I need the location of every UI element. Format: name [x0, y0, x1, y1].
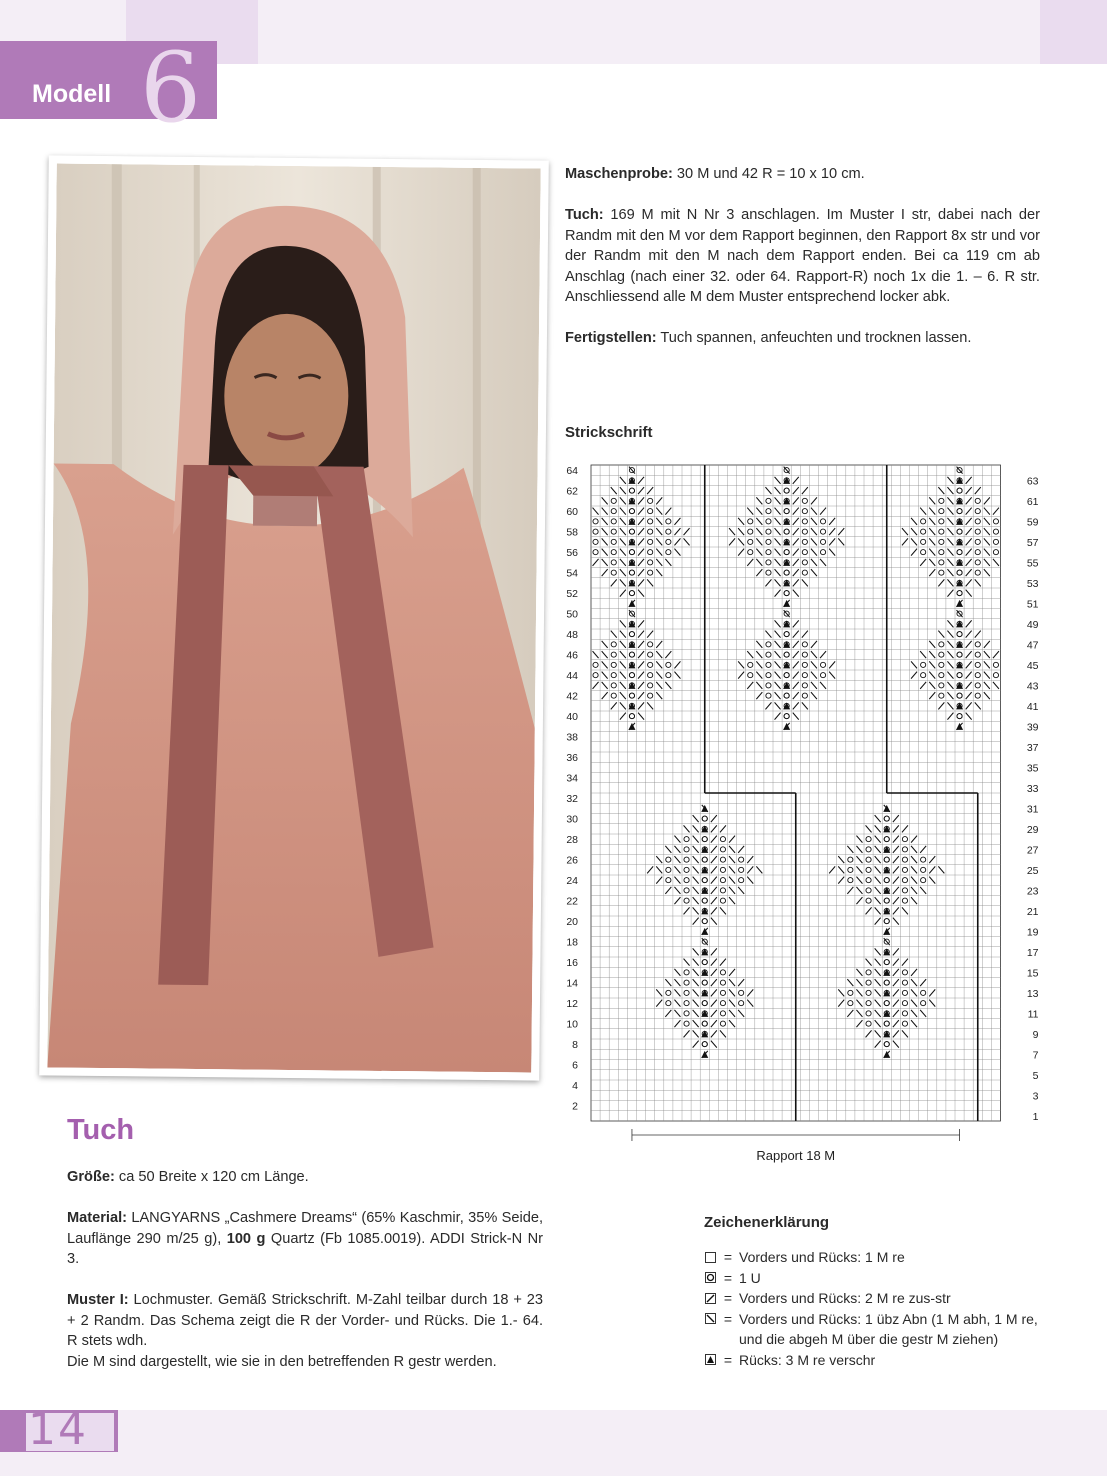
row-number-right: 21	[1026, 905, 1039, 918]
legend-text: Vorders und Rücks: 2 M re zus-str	[739, 1290, 951, 1306]
chart-title: Strickschrift	[565, 424, 653, 441]
row-number-right: 35	[1026, 762, 1039, 775]
modell-number: 6	[140, 32, 202, 144]
fertigstellen-paragraph	[565, 328, 1040, 349]
row-number-left: 48	[566, 629, 578, 642]
muster-note: Die M sind dargestellt, wie sie in den betreffenden R gestr werden.	[67, 1353, 497, 1370]
circle-icon	[703, 1268, 717, 1288]
material-label: Material:	[67, 1210, 128, 1226]
row-number-left: 26	[566, 854, 578, 867]
row-number-left: 30	[566, 813, 578, 826]
row-number-left: 24	[566, 875, 578, 888]
legend-item	[703, 1268, 1039, 1289]
knitting-chart	[560, 455, 1050, 1175]
row-number-left: 38	[566, 731, 578, 744]
row-number-right: 39	[1026, 721, 1039, 734]
maschenprobe-label: Maschenprobe:	[565, 166, 673, 182]
row-number-right: 63	[1026, 475, 1039, 488]
material-amount: 100 g	[226, 1230, 266, 1247]
row-number-right: 3	[1032, 1090, 1039, 1103]
row-number-right: 45	[1026, 659, 1039, 672]
muster-label: Muster I:	[67, 1292, 129, 1308]
legend-item	[703, 1247, 1039, 1268]
legend-equals: =	[723, 1290, 733, 1306]
legend-text: Vorders und Rücks: 1 M re	[739, 1249, 905, 1265]
material-text: LANGYARNS „Cashmere Dreams“ (65% Kaschmir, 35% Seide, Lauflänge 290 m/25 g),	[67, 1210, 543, 1247]
row-number-right: 59	[1026, 516, 1039, 529]
fertigstellen-text: Tuch spannen, anfeuchten und trocknen lassen.	[656, 330, 972, 346]
row-number-left: 14	[566, 977, 578, 990]
row-number-left: 6	[572, 1059, 578, 1072]
row-number-right: 51	[1026, 598, 1039, 611]
row-number-left: 18	[566, 936, 578, 949]
row-number-left: 34	[566, 772, 578, 785]
groesse-paragraph	[67, 1167, 543, 1188]
legend-equals: =	[723, 1310, 733, 1327]
row-number-left: 16	[566, 957, 578, 970]
slash-icon	[703, 1288, 717, 1308]
row-number-left: 4	[572, 1080, 578, 1093]
tuch-instructions-paragraph	[565, 205, 1040, 308]
legend-text: Vorders und Rücks: 1 übz Abn (1 M abh, 1 M re, und die abgeh M über die gestr M ziehen)	[739, 1310, 1038, 1347]
row-number-right: 41	[1026, 700, 1039, 713]
legend-item	[703, 1350, 1039, 1371]
modell-label: Modell	[32, 80, 112, 108]
tuch-instructions-text: 169 M mit N Nr 3 anschlagen. Im Muster I str, dabei nach der Randm mit den M vor dem Rapport beginnen, den Rapport 8x str und vor der Randm mit den M nach dem Rapport enden. Bei ca 119 cm ab Anschlag (nach einer 32. oder 64. Rapport-R) noch 1x die 1. – 6. R str. Anschliessend alle M dem Muster entsprechend locker abk.	[565, 207, 1040, 305]
row-number-right: 17	[1026, 946, 1039, 959]
row-number-right: 19	[1026, 926, 1039, 939]
triangle-icon	[703, 1350, 717, 1370]
row-number-left: 62	[566, 485, 578, 498]
row-number-right: 31	[1026, 803, 1039, 816]
model-photo	[47, 163, 540, 1072]
row-number-left: 8	[572, 1039, 578, 1052]
groesse-label: Größe:	[67, 1169, 115, 1185]
legend-text: Rücks: 3 M re verschr	[739, 1351, 876, 1368]
row-number-left: 58	[566, 526, 578, 539]
row-number-left: 40	[566, 711, 578, 724]
row-number-right: 37	[1026, 741, 1039, 754]
row-number-left: 46	[566, 649, 578, 662]
row-number-right: 15	[1026, 967, 1039, 980]
row-number-left: 20	[566, 916, 578, 929]
maschenprobe-paragraph	[565, 164, 1040, 185]
backslash-icon	[703, 1309, 717, 1329]
legend-title: Zeichenerklärung	[704, 1214, 830, 1231]
row-number-right: 33	[1026, 782, 1039, 795]
row-number-right: 7	[1032, 1049, 1039, 1062]
muster-paragraph	[67, 1290, 543, 1372]
groesse-text: ca 50 Breite x 120 cm Länge.	[114, 1169, 309, 1185]
row-number-right: 23	[1026, 885, 1039, 898]
row-number-left: 10	[566, 1018, 578, 1031]
empty-square-icon	[703, 1247, 717, 1267]
tuch-heading: Tuch	[67, 1114, 135, 1146]
fertigstellen-label: Fertigstellen:	[565, 330, 657, 346]
row-number-right: 55	[1026, 557, 1039, 570]
row-number-right: 9	[1032, 1028, 1039, 1041]
row-number-left: 50	[566, 608, 578, 621]
row-number-right: 13	[1026, 987, 1039, 1000]
row-number-right: 11	[1027, 1008, 1039, 1021]
row-number-left: 44	[566, 670, 578, 683]
row-number-left: 52	[566, 588, 578, 601]
page-number: 14	[28, 1404, 88, 1455]
legend-equals: =	[723, 1269, 733, 1286]
row-number-left: 54	[566, 567, 578, 580]
maschenprobe-text: 30 M und 42 R = 10 x 10 cm.	[672, 166, 865, 182]
row-number-left: 56	[566, 547, 578, 560]
row-number-right: 43	[1026, 680, 1039, 693]
row-number-right: 25	[1026, 864, 1039, 877]
row-number-left: 42	[566, 690, 578, 703]
legend-equals: =	[723, 1351, 733, 1368]
row-number-left: 2	[572, 1100, 578, 1113]
row-number-left: 36	[566, 752, 578, 765]
bottom-band	[0, 1410, 1107, 1476]
row-number-left: 22	[566, 895, 578, 908]
material-text-2: Quartz (Fb 1085.0019). ADDI Strick-N Nr 3.	[67, 1230, 543, 1267]
row-number-right: 57	[1026, 536, 1039, 549]
legend-item	[703, 1288, 1039, 1309]
model-photo-frame	[39, 155, 549, 1080]
row-number-right: 1	[1032, 1110, 1039, 1123]
row-number-right: 53	[1026, 577, 1039, 590]
tuch-label: Tuch:	[565, 207, 604, 223]
row-number-right: 5	[1032, 1069, 1039, 1082]
row-number-right: 61	[1026, 495, 1039, 508]
row-number-left: 60	[566, 506, 578, 519]
legend-text: 1 U	[739, 1269, 761, 1286]
row-number-left: 64	[566, 465, 578, 478]
row-number-right: 49	[1026, 618, 1039, 631]
row-number-left: 12	[566, 998, 578, 1011]
legend	[703, 1247, 1039, 1370]
row-number-right: 27	[1026, 844, 1039, 857]
legend-equals: =	[723, 1249, 733, 1265]
legend-item	[703, 1309, 1039, 1350]
row-number-right: 29	[1026, 823, 1039, 836]
rapport-label: Rapport 18 M	[756, 1148, 836, 1163]
top-band-block-right	[1040, 0, 1107, 64]
row-number-left: 28	[566, 834, 578, 847]
row-number-right: 47	[1026, 639, 1039, 652]
row-number-left: 32	[566, 793, 578, 806]
material-paragraph	[67, 1208, 543, 1270]
muster-text: Lochmuster. Gemäß Strickschrift. M-Zahl teilbar durch 18 + 23 + 2 Randm. Das Schema zeigt die R der Vorder- und Rücks. Die 1.- 64. R stets wdh.	[67, 1292, 543, 1349]
